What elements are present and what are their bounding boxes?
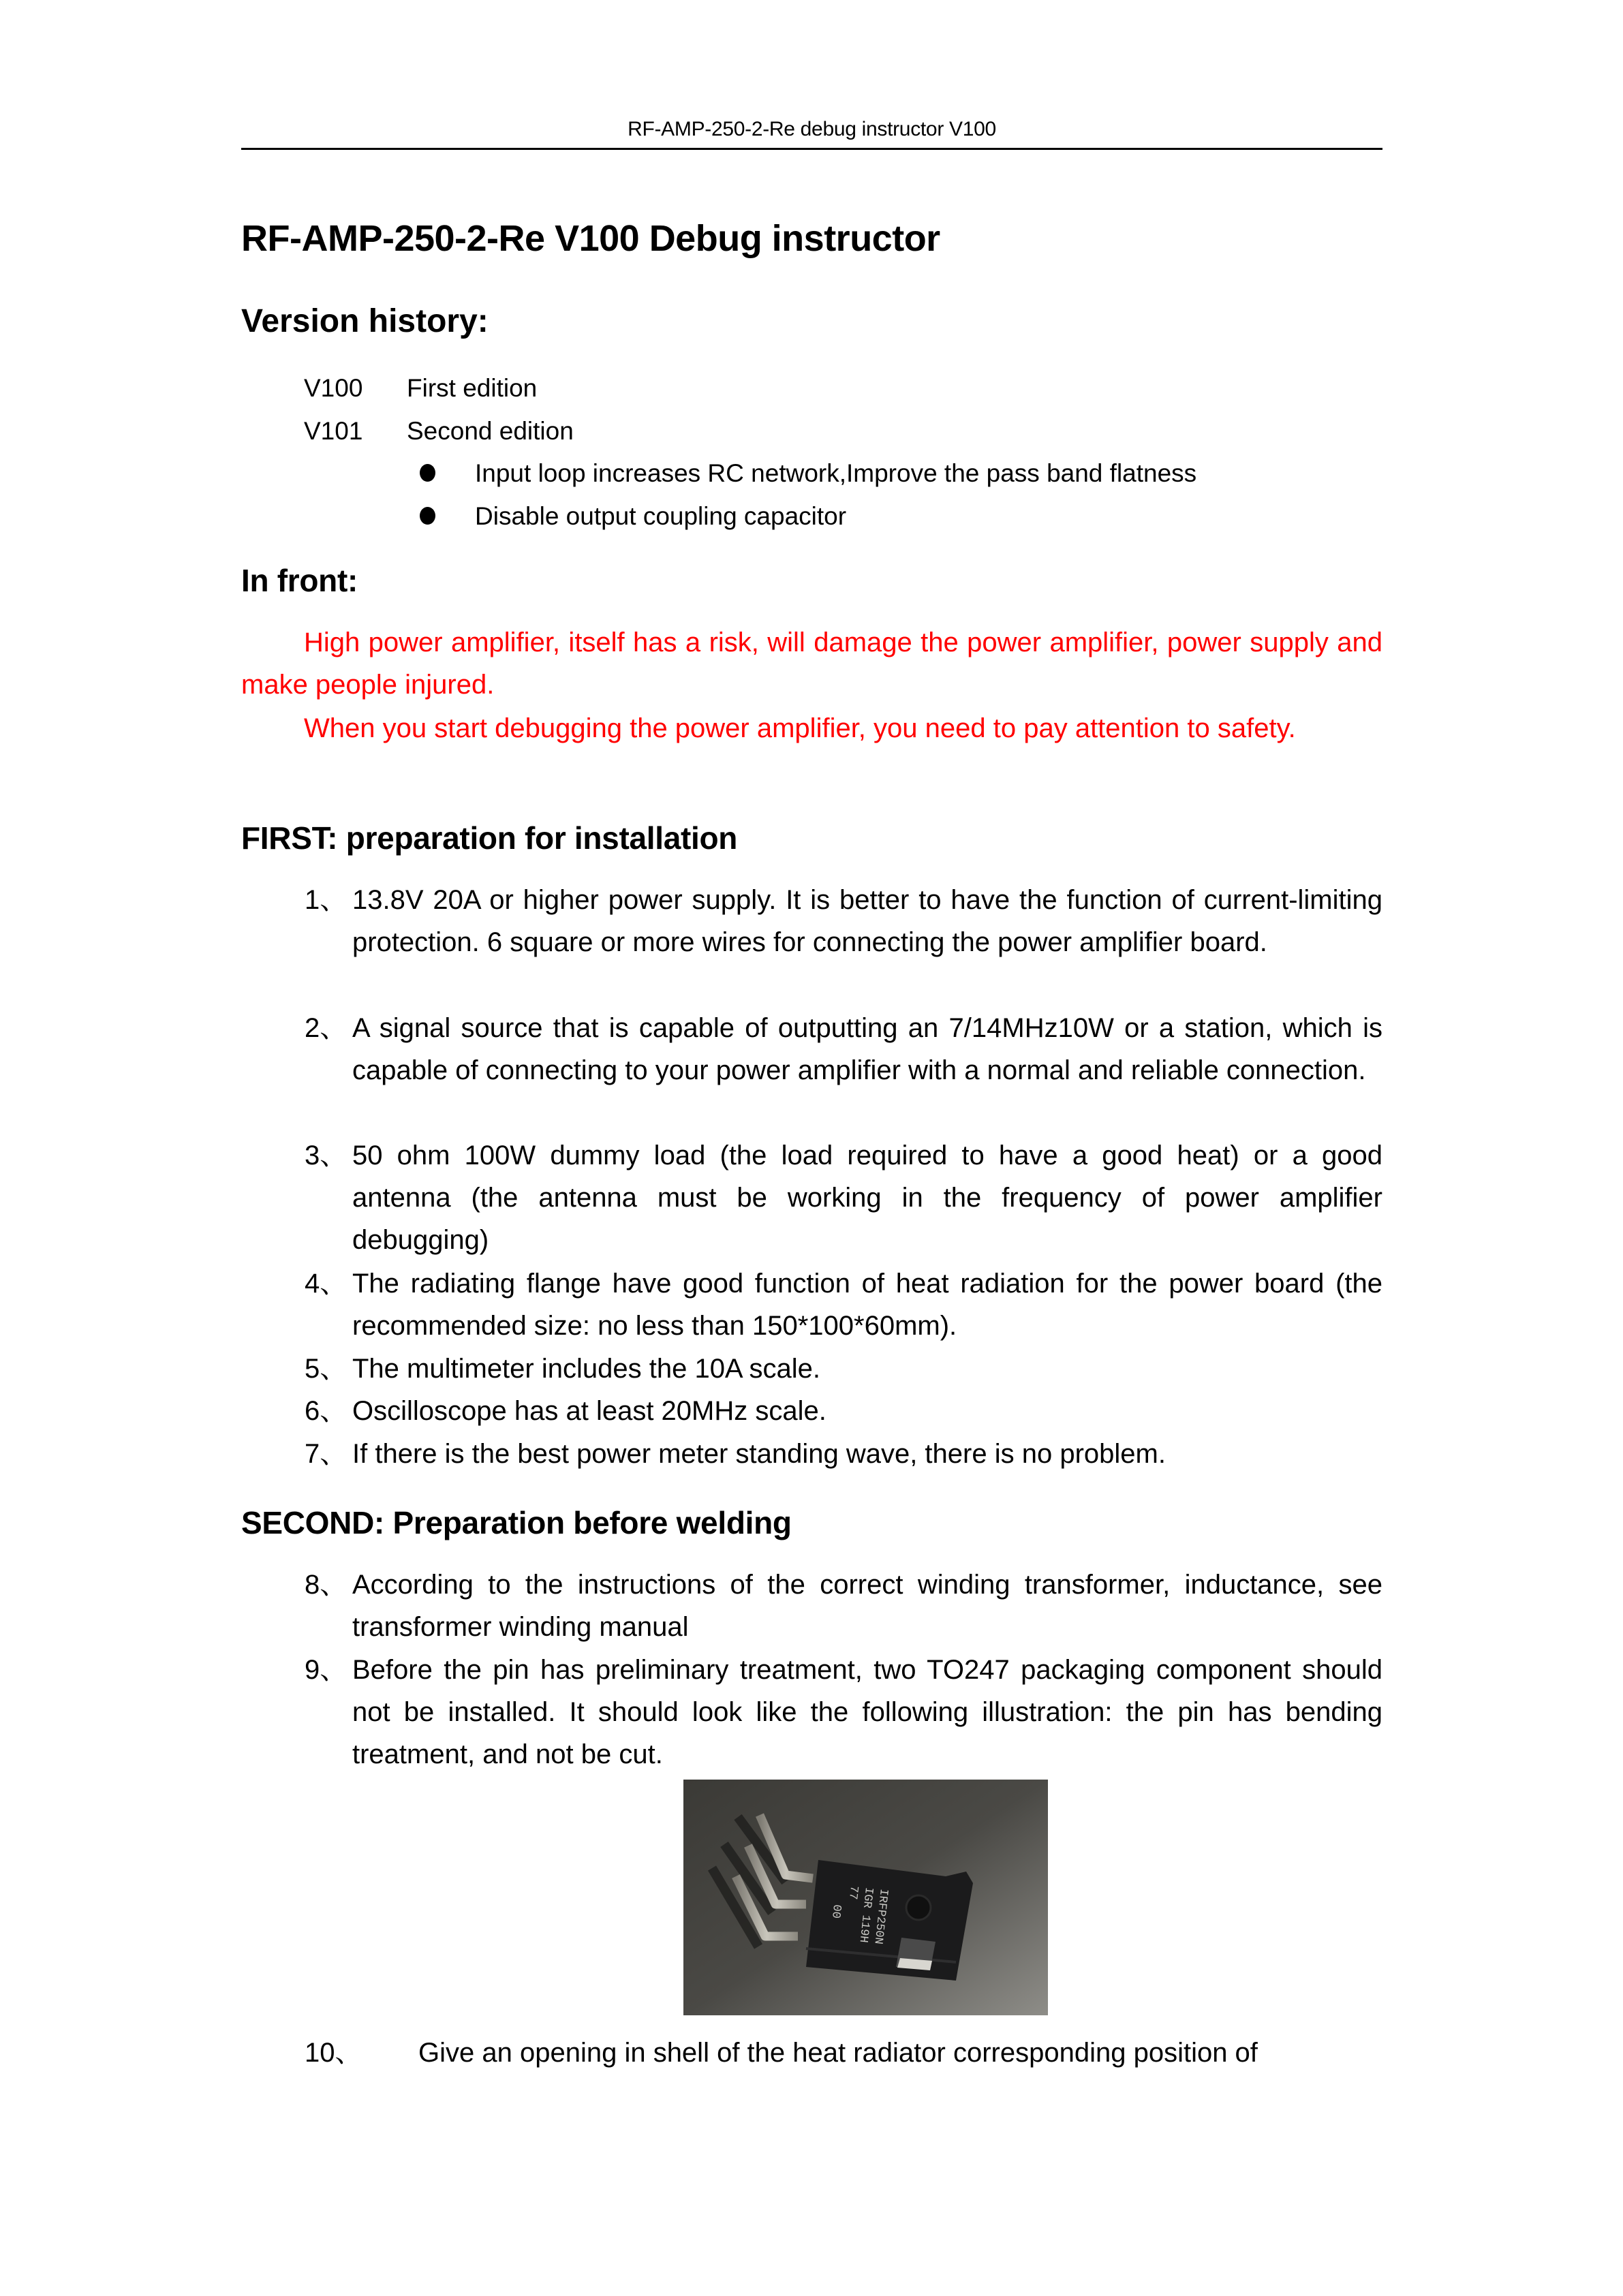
list-number: 6、 <box>305 1396 347 1426</box>
list-text: 50 ohm 100W dummy load (the load required to have a good heat) or a good antenna (the antenna must be working in the frequency of power amplifier debugging) <box>352 1141 1382 1255</box>
list-number: 3、 <box>305 1141 347 1170</box>
list-text: Give an opening in shell of the heat radiator corresponding position of <box>418 2038 1258 2068</box>
list-number: 8、 <box>305 1570 347 1600</box>
version-description: Second edition <box>407 417 574 445</box>
document-title: RF-AMP-250-2-Re V100 Debug instructor <box>241 218 940 259</box>
change-bullet-item <box>420 456 1196 491</box>
to247-transistor-photo <box>683 1780 1048 2015</box>
version-description: First edition <box>407 374 538 402</box>
svg-text:77: 77 <box>846 1884 861 1901</box>
first-section-heading: FIRST: preparation for installation <box>241 820 738 856</box>
list-text: If there is the best power meter standing wave, there is no problem. <box>352 1439 1166 1469</box>
svg-text:IRFP250N: IRFP250N <box>871 1888 890 1945</box>
list-text: The multimeter includes the 10A scale. <box>352 1354 821 1384</box>
svg-text:IGR 119H: IGR 119H <box>856 1887 876 1944</box>
change-bullet-item <box>420 499 846 533</box>
list-number: 7、 <box>305 1439 347 1469</box>
running-header: RF-AMP-250-2-Re debug instructor V100 <box>628 118 996 140</box>
change-text: Disable output coupling capacitor <box>475 502 847 530</box>
svg-text:00: 00 <box>829 1904 844 1919</box>
list-item <box>305 1007 1382 1091</box>
version-row <box>304 371 537 405</box>
list-item <box>305 1134 1382 1261</box>
list-item <box>305 1390 1382 1432</box>
list-text: According to the instructions of the correct winding transformer, inductance, see transformer winding manual <box>352 1570 1382 1642</box>
safety-warning: High power amplifier, itself has a risk, will damage the power amplifier, power supply and make people injured. <box>241 627 1382 700</box>
version-number: V100 <box>304 374 363 402</box>
list-text: A signal source that is capable of outputting an 7/14MHz10W or a station, which is capable of connecting to your power amplifier with a normal and reliable connection. <box>352 1013 1382 1085</box>
version-history-heading: Version history: <box>241 303 489 339</box>
bullet-icon <box>420 464 435 482</box>
list-number: 5、 <box>305 1354 347 1384</box>
list-number: 10、 <box>305 2038 362 2068</box>
list-number: 9、 <box>305 1655 347 1685</box>
change-text: Input loop increases RC network,Improve the pass band flatness <box>475 459 1197 487</box>
second-section-heading: SECOND: Preparation before welding <box>241 1505 792 1540</box>
version-row <box>304 414 574 448</box>
list-text: 13.8V 20A or higher power supply. It is better to have the function of current-limiting protection. 6 square or more wires for connecting the power amplifier board. <box>352 885 1382 957</box>
list-text: Before the pin has preliminary treatment, two TO247 packaging component should not be installed. It should look like the following illustration: the pin has bending treatment, and not be cut. <box>352 1655 1382 1769</box>
list-text: The radiating flange have good function of heat radiation for the power board (the recommended size: no less than 150*100*60mm). <box>352 1269 1382 1341</box>
list-item <box>305 1433 1382 1475</box>
list-item <box>305 1649 1382 1775</box>
list-text: Oscilloscope has at least 20MHz scale. <box>352 1396 826 1426</box>
list-item <box>305 879 1382 963</box>
list-number: 2、 <box>305 1013 347 1043</box>
list-item <box>305 1262 1382 1347</box>
version-number: V101 <box>304 417 363 445</box>
safety-warning: When you start debugging the power amplifier, you need to pay attention to safety. <box>304 713 1296 743</box>
list-number: 4、 <box>305 1269 347 1299</box>
transistor-image-icon <box>683 1780 1048 2015</box>
bullet-icon <box>420 507 435 525</box>
header-rule <box>241 148 1382 150</box>
list-item <box>305 1348 1382 1390</box>
in-front-heading: In front: <box>241 563 358 598</box>
list-item <box>305 1564 1382 1648</box>
list-item <box>305 2032 1382 2074</box>
list-number: 1、 <box>305 885 347 915</box>
